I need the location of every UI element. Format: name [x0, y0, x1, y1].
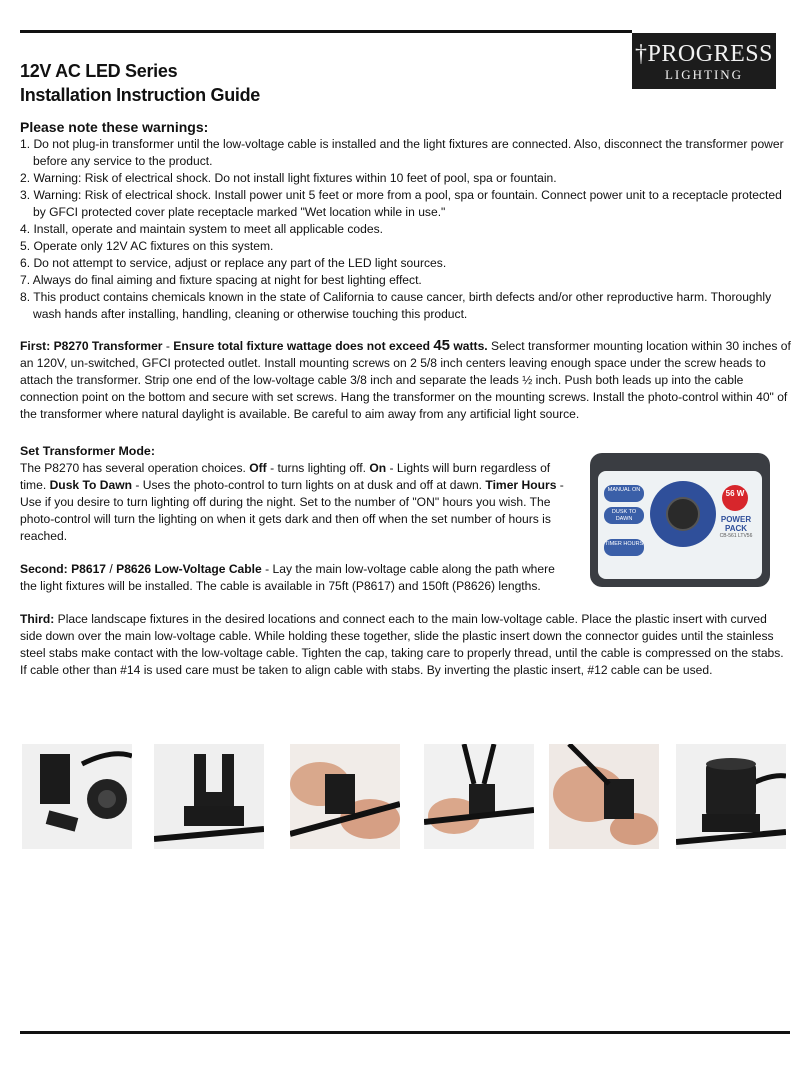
mode-timer-label: Timer Hours — [485, 478, 557, 492]
mode-body — [20, 460, 572, 545]
step-photo-slide — [424, 744, 534, 849]
warning-item: 1. Do not plug-in transformer until the low-voltage cable is installed and the light fixtures are connected. Also, disconnect the transformer power before any service to the product. — [20, 137, 784, 168]
warning-item: 3. Warning: Risk of electrical shock. Install power unit 5 feet or more from a pool, spa or fountain. Connect power unit to a receptacle protected by GFCI protected cover plate receptacle marked "Wet location while in use." — [20, 188, 782, 219]
third-label: Third: — [20, 612, 55, 626]
mode-on-label: On — [369, 461, 387, 475]
step-photo-assemble — [290, 744, 400, 849]
mode-text-4: - Uses the photo-control to turn lights on at dusk and off at dawn. — [132, 478, 486, 492]
progress-lighting-logo — [632, 33, 776, 89]
first-section — [20, 337, 792, 423]
title-line2: Installation Instruction Guide — [20, 85, 261, 105]
second-section — [20, 561, 572, 595]
title-line1: 12V AC LED Series — [20, 61, 178, 81]
dial-knob — [666, 497, 700, 531]
power-pack-title: POWER PACK — [720, 515, 752, 533]
mode-section — [20, 443, 572, 595]
warnings-list — [20, 136, 792, 323]
bottom-rule — [20, 1031, 790, 1034]
warning-item: 7. Always do final aiming and fixture spacing at night for best lighting effect. — [20, 273, 422, 287]
mode-heading: Set Transformer Mode: — [20, 444, 155, 458]
mode-dusk-label: Dusk To Dawn — [49, 478, 133, 492]
mode-text-2: - turns lighting off. — [266, 461, 370, 475]
power-pack-name — [714, 515, 758, 540]
top-rule — [20, 30, 632, 33]
warning-item: 2. Warning: Risk of electrical shock. Do not install light fixtures within 10 feet of pool, spa or fountain. — [20, 171, 557, 185]
document-body — [20, 118, 792, 679]
second-label-2: P8626 Low-Voltage Cable — [116, 562, 262, 576]
timer-hours-button-label: TIMER HOURS — [604, 539, 644, 556]
second-label: Second: P8617 — [20, 562, 107, 576]
warning-item: 6. Do not attempt to service, adjust or replace any part of the LED light sources. — [20, 256, 447, 270]
mode-off-label: Off — [249, 461, 267, 475]
wattage-badge: 56 W — [722, 485, 748, 511]
warning-item: 4. Install, operate and maintain system to meet all applicable codes. — [20, 222, 384, 236]
dusk-to-dawn-button-label: DUSK TO DAWN — [604, 507, 644, 524]
third-body: Place landscape fixtures in the desired locations and connect each to the main low-voltage cable. Place the plastic insert with curved side down over the main low-voltage cable. While holding these together, slide the plastic insert down the connector guides until the stainless steel stabs make contact with the low-voltage cable. Tighten the cap, taking care to properly thread, until the cable is compressed on the stabs. If cable other than #14 is used care must be taken to align cable with stabs. By inverting the plastic insert, #12 cable can be used. — [20, 612, 784, 677]
first-watts-number: 45 — [433, 337, 451, 354]
power-pack-model: CB-561 LTV56 — [719, 533, 753, 539]
logo-line2: LIGHTING — [664, 67, 744, 82]
first-label: First: P8270 Transformer — [20, 339, 163, 353]
mode-text-5: - Use if you desire to turn lighting off during the night. Set to the number of "ON" hours you wish. The photo-control will turn the lighting on when it gets dark and then off when the set number of hours is reached. — [20, 478, 564, 543]
first-bold: Ensure total fixture wattage does not exceed — [173, 339, 434, 353]
warnings-heading: Please note these warnings: — [20, 119, 209, 135]
second-body: - Lay the main low-voltage cable along the path where the light fixtures will be installed. The cable is available in 75ft (P8617) and 150ft (P8626) lengths. — [20, 562, 555, 593]
step-photo-parts — [22, 744, 132, 849]
warning-item: 5. Operate only 12V AC fixtures on this system. — [20, 239, 274, 253]
third-section — [20, 611, 792, 679]
power-pack-photo — [590, 453, 770, 587]
mode-text-1: The P8270 has several operation choices. — [20, 461, 250, 475]
first-dash: - — [162, 339, 174, 353]
first-body: Select transformer mounting location within 30 inches of an 120V, un-switched, GFCI protected outlet. Install mounting screws on 2 5/8 inch centers leaving enough space under the screw heads to attach the transformer. Strip one end of the low-voltage cable 3/8 inch and separate the leads ½ inch. Push both leads up into the cable connection point on the bottom and secure with set screws. Hang the transformer on the mounting screws. Install the photo-control within 40" of the transformer where natural daylight is available. Be careful to aim away from any artificial light source. — [20, 339, 791, 421]
manual-on-button-label: MANUAL ON — [604, 485, 644, 502]
step-photo-tighten — [549, 744, 659, 849]
step-photo-complete — [676, 744, 786, 849]
step-photo-insert — [154, 744, 264, 849]
mode-text-3: - Lights will burn regardless of time. — [20, 461, 551, 492]
first-watts-unit: watts. — [450, 339, 488, 353]
warning-item: 8. This product contains chemicals known in the state of California to cause cancer, birth defects and/or other reproductive harm. Thoroughly wash hands after installing, handling, cleaning or otherwise touching this product. — [20, 290, 772, 321]
logo-line1: †PROGRESS — [635, 41, 773, 67]
second-slash: / — [106, 562, 117, 576]
page-title — [20, 59, 260, 107]
